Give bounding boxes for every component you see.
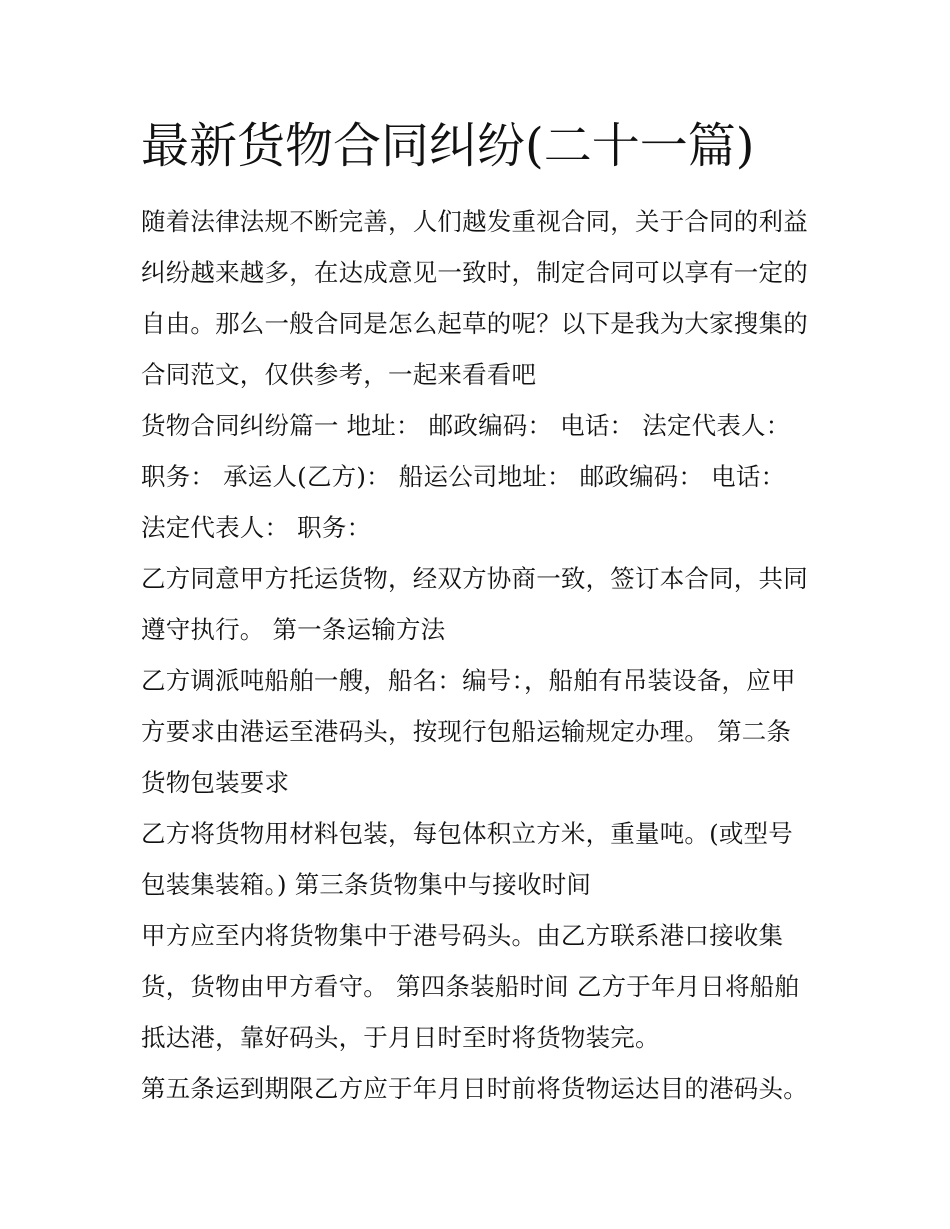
- body-line: 包装集装箱。) 第三条货物集中与接收时间: [141, 870, 592, 899]
- body-line: 乙方同意甲方托运货物，经双方协商一致，签订本合同，共同: [141, 564, 808, 593]
- body-line: 抵达港，靠好码头，于月日时至时将货物装完。: [141, 1023, 660, 1052]
- body-line: 第五条运到期限乙方应于年月日时前将货物运达目的港码头。: [141, 1074, 808, 1103]
- body-line: 甲方应至内将货物集中于港号码头。由乙方联系港口接收集: [141, 921, 784, 950]
- body-line: 自由。那么一般合同是怎么起草的呢？以下是我为大家搜集的: [141, 309, 808, 338]
- body-line: 遵守执行。 第一条运输方法: [141, 615, 446, 644]
- body-line: 合同范文，仅供参考，一起来看看吧: [141, 360, 537, 389]
- body-line: 乙方调派吨船舶一艘，船名：编号：，船舶有吊装设备，应甲: [141, 666, 796, 695]
- body-line: 纠纷越来越多，在达成意见一致时，制定合同可以享有一定的: [141, 258, 808, 287]
- document-body: [141, 196, 821, 1114]
- body-line: 乙方将货物用材料包装，每包体积立方米，重量吨。(或型号: [141, 819, 793, 848]
- body-line: 货，货物由甲方看守。 第四条装船时间 乙方于年月日将船舶: [141, 972, 800, 1001]
- body-line: 货物包装要求: [141, 768, 290, 797]
- body-line: 职务： 承运人(乙方)： 船运公司地址： 邮政编码： 电话：: [141, 462, 786, 491]
- body-line: 随着法律法规不断完善，人们越发重视合同，关于合同的利益: [141, 207, 808, 236]
- body-line: 货物合同纠纷篇一 地址： 邮政编码： 电话： 法定代表人：: [141, 411, 791, 440]
- body-line: 方要求由港运至港码头，按现行包船运输规定办理。 第二条: [141, 717, 792, 746]
- document-title: 最新货物合同纠纷(二十一篇): [141, 118, 755, 174]
- body-line: 法定代表人： 职务：: [141, 513, 372, 542]
